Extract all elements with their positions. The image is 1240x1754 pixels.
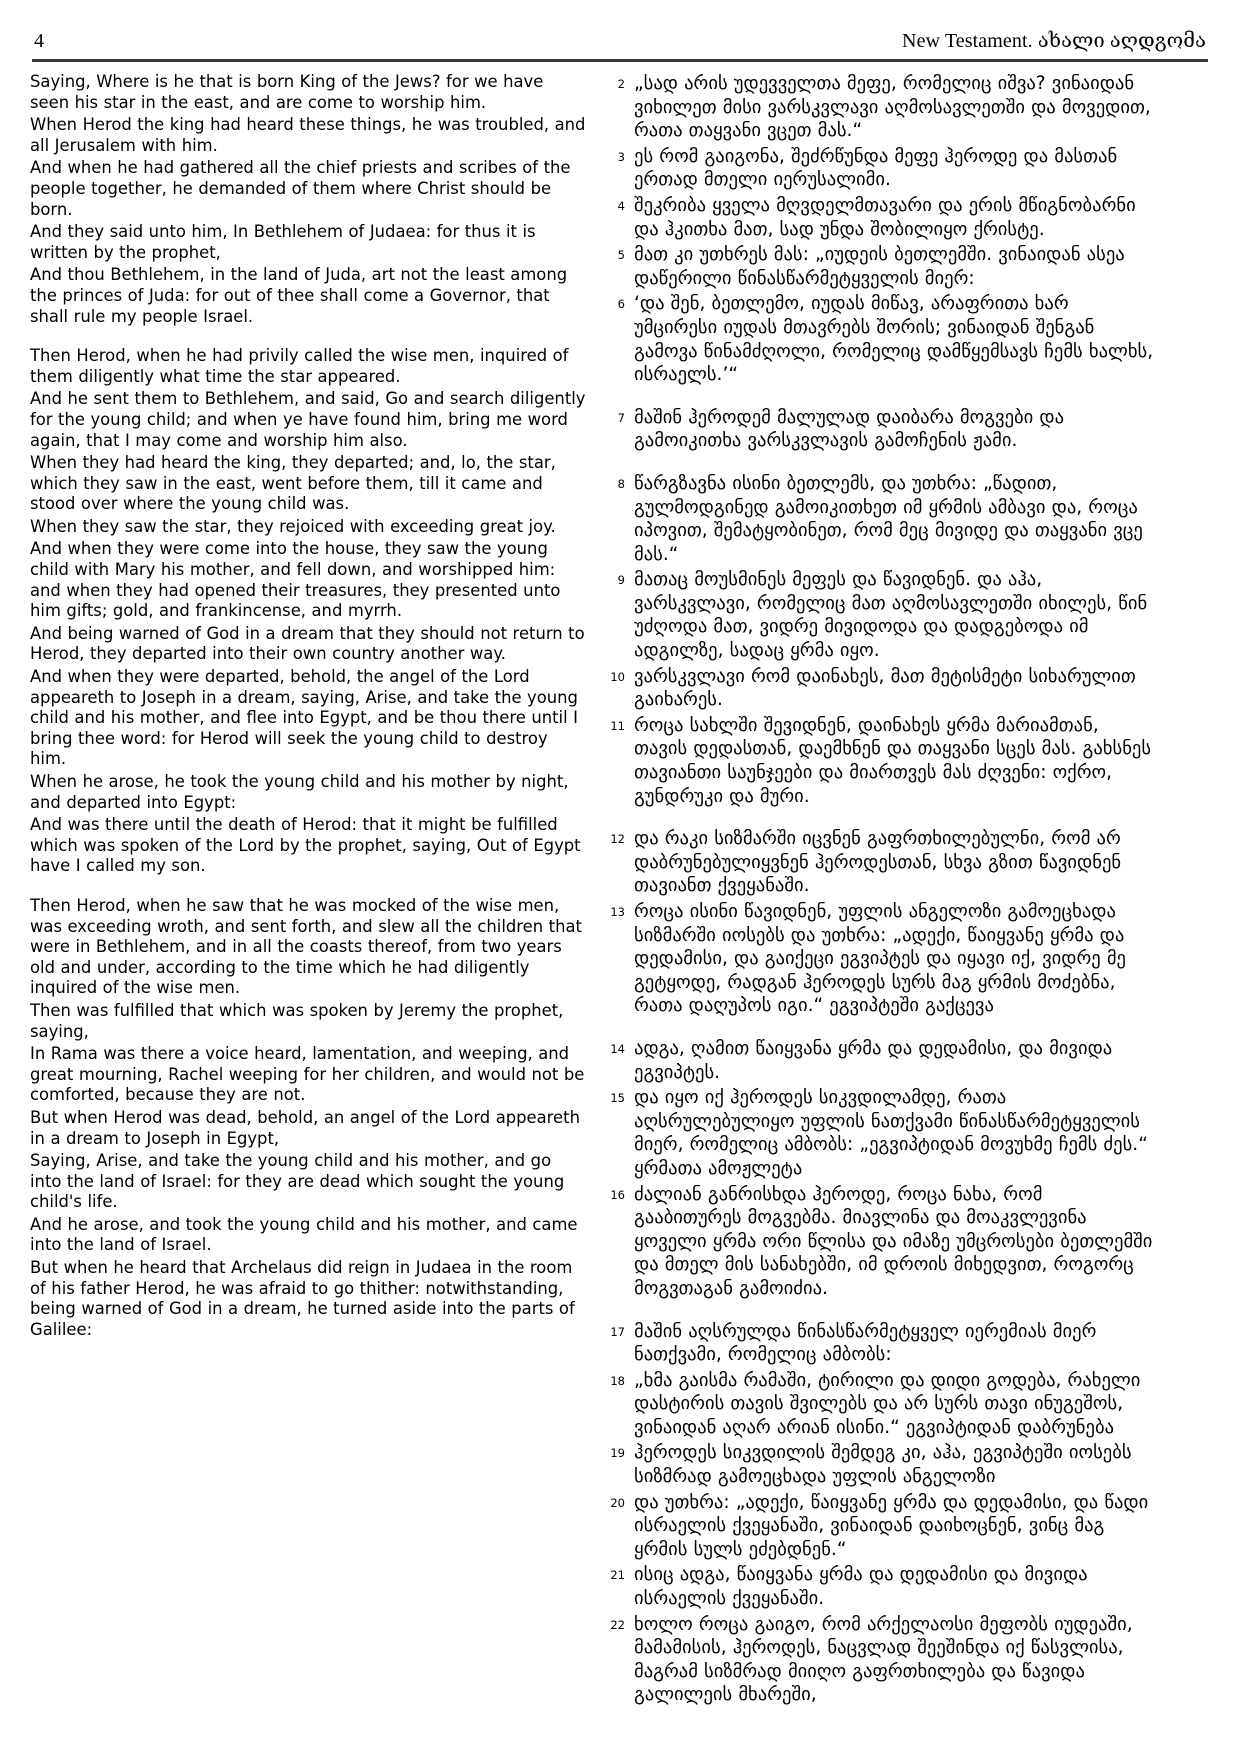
verse-text: ჰეროდეს სიკვდილის შემდეგ კი, აჰა, ეგვიპტეში იოსებს სიზმრად გამოეცხადა უფლის ანგელოზი	[634, 1442, 1132, 1488]
verse-text: „სად არის უდევველთა მეფე, რომელიც იშვა? ვინაიდან ვიხილეთ მისი ვარსკვლავი აღმოსავლეთში და მოვედით, რათა თაყვანი ვცეთ მას.“	[634, 73, 1151, 142]
verse-text: ‘და შენ, ბეთლემო, იუდას მიწავ, არაფრითა ხარ უმცირესი იუდას მთავრებს შორის; ვინაიდან შენგან გამოვა წინამძღოლი, რომელიც დამწყემსავს ჩემს ხალხს, ისრაელს.’“	[634, 293, 1154, 386]
verse-number: 10	[610, 669, 625, 684]
verse-text: ვარსკვლავი რომ დაინახეს, მათ მეტისმეტი სიხარულით გაიხარეს.	[634, 665, 1136, 711]
georgian-verse	[600, 1320, 1156, 1367]
verse-text: ეს რომ გაიგონა, შეძრწუნდა მეფე ჰეროდე და მასთან ერთად მთელი იერუსალიმი.	[634, 145, 1118, 191]
english-paragraph: But when he heard that Archelaus did reign in Judaea in the room of his father Herod, he was afraid to go thither: notwithstanding, being warned of God in a dream, he turned aside into the parts of Galilee:	[30, 1258, 575, 1339]
english-paragraph: When he arose, he took the young child and his mother by night, and departed into Egypt:	[30, 772, 569, 812]
english-paragraph: And when he had gathered all the chief priests and scribes of the people together, he demanded of them where Christ should be born.	[30, 158, 571, 219]
georgian-verse	[600, 1613, 1156, 1707]
verse-text: და უთხრა: „ადექი, წაიყვანე ყრმა და დედამისი, და წადი ისრაელის ქვეყანაში, ვინაიდან დაიხოცნენ, ვინც მაგ ყრმის სულს ეძებდნენ.“	[634, 1491, 1149, 1560]
english-text-column	[30, 72, 586, 1342]
georgian-verse	[600, 243, 1156, 290]
english-paragraph: In Rama was there a voice heard, lamentation, and weeping, and great mourning, Rachel weeping for her children, and would not be comforted, because they are not.	[30, 1044, 585, 1105]
english-paragraph: And he arose, and took the young child and his mother, and came into the land of Israel.	[30, 1214, 578, 1255]
georgian-verse	[600, 472, 1156, 566]
verse-text: მათ კი უთხრეს მას: „იუდეის ბეთლემში. ვინაიდან ასეა დაწერილი წინასწარმეტყველის მიერ:	[634, 244, 1125, 289]
georgian-verse	[600, 1441, 1156, 1488]
english-paragraph: But when Herod was dead, behold, an angel of the Lord appeareth in a dream to Joseph in Egypt,	[30, 1107, 580, 1148]
georgian-verse	[600, 1086, 1156, 1180]
verse-number: 7	[617, 410, 625, 425]
georgian-verse	[600, 72, 1156, 143]
verse-number: 14	[610, 1041, 625, 1056]
verse-text: და იყო იქ ჰეროდეს სიკვდილამდე, რათა აღსრულებულიყო უფლის ნათქვამი წინასწარმეტყველის მიერ, რომელიც ამბობს: „ეგვიპტიდან მოვუხმე ჩემს ძეს.“ ყრმათა ამოჟლეტა	[634, 1087, 1148, 1179]
english-paragraph: And when they were departed, behold, the angel of the Lord appeareth to Joseph in a dream, saying, Arise, and take the young child and his mother, and flee into Egypt, and be thou there until I bring thee word: for Herod will seek the young child to destroy him.	[30, 667, 578, 769]
verse-number: 15	[610, 1091, 625, 1106]
verse-text: როცა სახლში შევიდნენ, დაინახეს ყრმა მარიამთან, თავის დედასთან, დაემხნენ და თაყვანი სცეს მას. გახსნეს თავიანთი საუნჯეები და მიართვეს მას ძღვენი: ოქრო, გუნდრუკი და მური.	[634, 714, 1152, 807]
verse-text: მაშინ ჰეროდემ მალულად დაიბარა მოგვები და გამოიკითხა ვარსკვლავის გამოჩენის ჟამი.	[634, 406, 1065, 452]
running-title: New Testament. ახალი აღდგომა	[902, 30, 1206, 52]
georgian-verse	[600, 1369, 1156, 1440]
verse-text: ხოლო როცა გაიგო, რომ არქელაოსი მეფობს იუდეაში, მამამისის, ჰეროდეს, ნაცვლად შეეშინდა იქ წასვლისა, მაგრამ სიზმრად მიიღო გაფრთხილება და წავიდა გალილეის მხარეში,	[634, 1613, 1133, 1706]
georgian-verse	[600, 145, 1156, 192]
verse-text: ადგა, ღამით წაიყვანა ყრმა და დედამისი, და მივიდა ეგვიპტეს.	[634, 1037, 1113, 1083]
verse-text: შეკრიბა ყველა მღვდელმთავარი და ერის მწიგნობარნი და ჰკითხა მათ, სად უნდა შობილიყო ქრისტე.	[634, 194, 1136, 240]
page-header	[30, 30, 1210, 56]
georgian-verse	[600, 568, 1156, 662]
english-paragraph: Then was fulfilled that which was spoken by Jeremy the prophet, saying,	[30, 1000, 564, 1041]
verse-number: 3	[617, 149, 625, 164]
verse-number: 22	[610, 1617, 625, 1632]
english-paragraph: Then Herod, when he saw that he was mocked of the wise men, was exceeding wroth, and sent forth, and slew all the children that were in Bethlehem, and in all the coasts thereof, from two years old and under, according to the time which he had diligently inquired of the wise men.	[30, 895, 582, 998]
verse-text: ძალიან განრისხდა ჰეროდე, როცა ნახა, რომ გააბითურეს მოგვებმა. მიავლინა და მოაკვლევინა ყოველი ყრმა ორი წლისა და იმაზე უმცროსები ბეთლემში და მთელ მის სანახებში, იმ დროის მიხედვით, როგორც მოგვთაგან გამოიძია.	[634, 1183, 1153, 1299]
verse-number: 17	[610, 1324, 625, 1339]
english-paragraph: When Herod the king had heard these things, he was troubled, and all Jerusalem with him.	[30, 115, 586, 155]
english-paragraph: When they saw the star, they rejoiced with exceeding great joy.	[30, 516, 556, 536]
georgian-verse	[600, 665, 1156, 712]
verse-text: წარგზავნა ისინი ბეთლემს, და უთხრა: „წადით, გულმოდგინედ გამოიკითხეთ იმ ყრმის ამბავი და, როცა იპოვით, შემატყობინეთ, რომ მეც მივიდე და თაყვანი ვცე მას.“	[634, 472, 1143, 565]
verse-number: 5	[617, 248, 625, 263]
english-paragraph: And when they were come into the house, they saw the young child with Mary his mother, and fell down, and worshipped him: and when they had opened their treasures, they presented unto him gifts; gold, and frankincense, and myrrh.	[30, 539, 561, 621]
english-paragraph: And being warned of God in a dream that they should not return to Herod, they departed into their own country another way.	[30, 623, 585, 664]
verse-number: 9	[617, 573, 625, 588]
georgian-verse	[600, 406, 1156, 453]
english-paragraph: When they had heard the king, they departed; and, lo, the star, which they saw in the east, went before them, till it came and stood over where the young child was.	[30, 453, 556, 514]
verse-number: 4	[617, 198, 625, 213]
english-paragraph: And they said unto him, In Bethlehem of Judaea: for thus it is written by the prophet,	[30, 222, 536, 262]
verse-text: და რაკი სიზმარში იცვნენ გაფრთხილებულნი, რომ არ დაბრუნებულიყვნენ ჰეროდესთან, სხვა გზით წავიდნენ თავიანთ ქვეყანაში.	[634, 828, 1122, 897]
georgian-verse	[600, 827, 1156, 898]
english-paragraph: And was there until the death of Herod: that it might be fulfilled which was spoken of the Lord by the prophet, saying, Out of Egypt have I called my son.	[30, 815, 581, 876]
verse-number: 18	[610, 1373, 625, 1388]
verse-number: 6	[617, 297, 625, 312]
verse-text: მათაც მოუსმინეს მეფეს და წავიდნენ. და აჰა, ვარსკვლავი, რომელიც მათ აღმოსავლეთში იხილეს, წინ უძღოდა მათ, ვიდრე მივიდოდა და დადგებოდა იმ ადგილზე, სადაც ყრმა იყო.	[634, 569, 1148, 662]
verse-number: 2	[617, 77, 625, 91]
georgian-text-column	[600, 72, 1156, 1709]
georgian-verse	[600, 1037, 1156, 1084]
verse-number: 16	[610, 1187, 625, 1202]
georgian-verse	[600, 1563, 1156, 1610]
verse-number: 19	[610, 1446, 625, 1461]
georgian-verse	[600, 714, 1156, 808]
english-paragraph: Then Herod, when he had privily called the wise men, inquired of them diligently what time the star appeared.	[30, 346, 569, 386]
georgian-verse	[600, 1491, 1156, 1562]
verse-text: „ხმა გაისმა რამაში, ტირილი და დიდი გოდება, რახელი დასტირის თავის შვილებს და არ სურს თავი ინუგეშოს, ვინაიდან აღარ არიან ისინი.“ ეგვიპტიდან დაბრუნება	[634, 1369, 1141, 1438]
verse-number: 21	[610, 1568, 625, 1583]
verse-number: 20	[610, 1495, 625, 1510]
two-column-body	[30, 72, 1210, 1709]
verse-number: 13	[610, 905, 625, 919]
header-rule	[32, 59, 1208, 62]
verse-text: როცა ისინი წავიდნენ, უფლის ანგელოზი გამოეცხადა სიზმარში იოსებს და უთხრა: „ადექი, წაიყვანე ყრმა და დედამისი, და გაიქეცი ეგვიპტეს და იყავი იქ, ვიდრე მე გეტყოდე, რადგან ჰეროდეს სურს მაგ ყრმის მოძებნა, რათა დაღუპოს იგი.“ ეგვიპტეში გაქცევა	[634, 901, 1127, 1017]
georgian-verse	[600, 900, 1156, 1018]
english-paragraph: Saying, Arise, and take the young child and his mother, and go into the land of Israel: for they are dead which sought the young child's life.	[30, 1151, 565, 1212]
verse-number: 11	[610, 718, 625, 733]
page-number: 4	[34, 30, 44, 52]
georgian-verse	[600, 194, 1156, 241]
georgian-verse	[600, 292, 1156, 386]
english-paragraph: Saying, Where is he that is born King of the Jews? for we have seen his star in the east, and are come to worship him.	[30, 72, 544, 112]
verse-number: 12	[610, 832, 625, 847]
verse-text: ისიც ადგა, წაიყვანა ყრმა და დედამისი და მივიდა ისრაელის ქვეყანაში.	[634, 1564, 1088, 1610]
verse-text: მაშინ აღსრულდა წინასწარმეტყველ იერემიას მიერ ნათქვამი, რომელიც ამბობს:	[634, 1320, 1097, 1366]
georgian-verse	[600, 1183, 1156, 1301]
verse-number: 8	[617, 476, 625, 491]
english-paragraph: And he sent them to Bethlehem, and said, Go and search diligently for the young child; and when ye have found him, bring me word again, that I may come and worship him also.	[30, 389, 586, 450]
english-paragraph: And thou Bethlehem, in the land of Juda, art not the least among the princes of Juda: for out of thee shall come a Governor, that shall rule my people Israel.	[30, 265, 568, 326]
